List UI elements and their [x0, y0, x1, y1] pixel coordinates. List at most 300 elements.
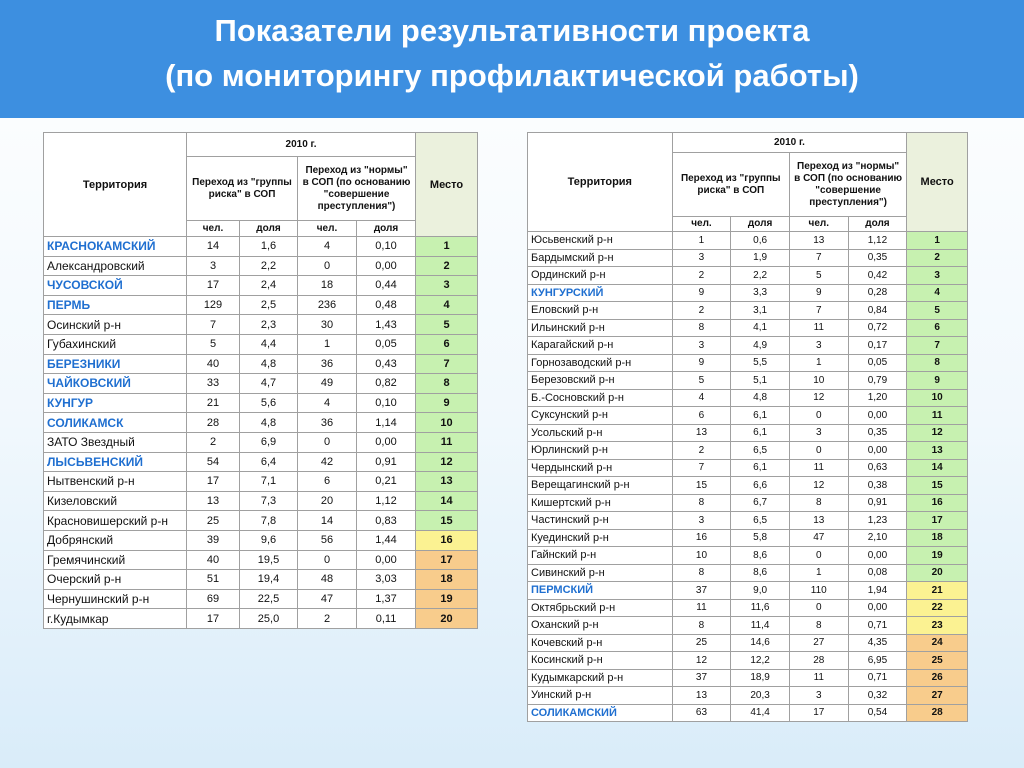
territory-cell: Бардымский р-н [528, 249, 673, 267]
territory-cell: Юрлинский р-н [528, 442, 673, 460]
risk-count-cell: 40 [187, 550, 240, 570]
table-row [44, 237, 478, 257]
risk-count-cell: 2 [187, 432, 240, 452]
place-cell: 10 [907, 389, 968, 407]
territory-cell: ЗАТО Звездный [44, 432, 187, 452]
place-cell: 17 [907, 512, 968, 530]
norm-share-cell: 1,20 [848, 389, 907, 407]
table-row [44, 393, 478, 413]
norm-count-cell: 11 [789, 669, 848, 687]
risk-count-cell: 3 [672, 512, 731, 530]
territory-cell: Горнозаводский р-н [528, 354, 673, 372]
territory-cell: Нытвенский р-н [44, 472, 187, 492]
place-cell: 9 [907, 372, 968, 390]
table-row [528, 687, 968, 705]
norm-share-cell: 0,71 [848, 669, 907, 687]
risk-count-cell: 13 [187, 491, 240, 511]
table-row [528, 284, 968, 302]
norm-share-cell: 0,42 [848, 267, 907, 285]
risk-share-cell: 7,1 [240, 472, 298, 492]
norm-share-cell: 0,63 [848, 459, 907, 477]
norm-share-cell: 0,10 [357, 393, 416, 413]
header-risk-count: чел. [672, 217, 731, 232]
norm-count-cell: 0 [298, 256, 357, 276]
norm-count-cell: 1 [298, 334, 357, 354]
risk-count-cell: 5 [187, 334, 240, 354]
norm-count-cell: 30 [298, 315, 357, 335]
norm-share-cell: 0,00 [848, 599, 907, 617]
risk-share-cell: 1,9 [731, 249, 790, 267]
territory-cell: Осинский р-н [44, 315, 187, 335]
norm-count-cell: 18 [298, 276, 357, 296]
table-row [528, 459, 968, 477]
norm-count-cell: 8 [789, 494, 848, 512]
risk-share-cell: 6,6 [731, 477, 790, 495]
place-cell: 18 [416, 570, 478, 590]
norm-share-cell: 1,12 [848, 232, 907, 250]
territory-cell: Косинский р-н [528, 652, 673, 670]
norm-share-cell: 0,35 [848, 249, 907, 267]
norm-share-cell: 1,12 [357, 491, 416, 511]
place-cell: 13 [907, 442, 968, 460]
header-norm-count: чел. [298, 221, 357, 237]
norm-count-cell: 3 [789, 424, 848, 442]
table-row [44, 511, 478, 531]
table-row [528, 354, 968, 372]
risk-share-cell: 6,1 [731, 424, 790, 442]
risk-share-cell: 6,4 [240, 452, 298, 472]
risk-count-cell: 8 [672, 564, 731, 582]
risk-share-cell: 0,6 [731, 232, 790, 250]
table-row [528, 337, 968, 355]
place-cell: 18 [907, 529, 968, 547]
territory-cell: Уинский р-н [528, 687, 673, 705]
risk-count-cell: 3 [672, 337, 731, 355]
territory-cell: Суксунский р-н [528, 407, 673, 425]
territory-cell: Б.-Сосновский р-н [528, 389, 673, 407]
place-cell: 2 [907, 249, 968, 267]
norm-share-cell: 0,10 [357, 237, 416, 257]
table-row [44, 570, 478, 590]
norm-share-cell: 0,00 [357, 432, 416, 452]
risk-share-cell: 7,3 [240, 491, 298, 511]
table-row [528, 319, 968, 337]
norm-share-cell: 0,79 [848, 372, 907, 390]
table-row [528, 582, 968, 600]
norm-share-cell: 0,00 [848, 442, 907, 460]
place-cell: 12 [907, 424, 968, 442]
norm-count-cell: 42 [298, 452, 357, 472]
place-cell: 20 [416, 609, 478, 629]
place-cell: 24 [907, 634, 968, 652]
risk-count-cell: 15 [672, 477, 731, 495]
table-row [528, 389, 968, 407]
norm-count-cell: 8 [789, 617, 848, 635]
header-year: 2010 г. [672, 133, 907, 153]
header-norm-share: доля [848, 217, 907, 232]
risk-count-cell: 8 [672, 617, 731, 635]
risk-share-cell: 9,6 [240, 530, 298, 550]
risk-count-cell: 8 [672, 319, 731, 337]
table-row [528, 372, 968, 390]
territory-cell: Карагайский р-н [528, 337, 673, 355]
place-cell: 21 [907, 582, 968, 600]
norm-count-cell: 0 [789, 599, 848, 617]
norm-count-cell: 10 [789, 372, 848, 390]
norm-share-cell: 1,14 [357, 413, 416, 433]
risk-share-cell: 6,5 [731, 442, 790, 460]
place-cell: 20 [907, 564, 968, 582]
table-row [528, 249, 968, 267]
header-place: Место [416, 133, 478, 237]
risk-count-cell: 129 [187, 295, 240, 315]
norm-count-cell: 7 [789, 249, 848, 267]
norm-count-cell: 13 [789, 232, 848, 250]
risk-count-cell: 37 [672, 582, 731, 600]
risk-share-cell: 9,0 [731, 582, 790, 600]
territory-cell: Кизеловский [44, 491, 187, 511]
table-row [528, 232, 968, 250]
risk-count-cell: 9 [672, 354, 731, 372]
territory-cell: Добрянский [44, 530, 187, 550]
risk-count-cell: 2 [672, 302, 731, 320]
norm-count-cell: 236 [298, 295, 357, 315]
risk-count-cell: 9 [672, 284, 731, 302]
risk-count-cell: 21 [187, 393, 240, 413]
place-cell: 26 [907, 669, 968, 687]
norm-share-cell: 0,05 [357, 334, 416, 354]
norm-count-cell: 5 [789, 267, 848, 285]
place-cell: 17 [416, 550, 478, 570]
risk-share-cell: 4,1 [731, 319, 790, 337]
table-row [44, 432, 478, 452]
norm-count-cell: 4 [298, 237, 357, 257]
territory-cell: Чердынский р-н [528, 459, 673, 477]
table-row [528, 617, 968, 635]
place-cell: 15 [416, 511, 478, 531]
table-row [528, 477, 968, 495]
place-cell: 13 [416, 472, 478, 492]
territory-cell: Верещагинский р-н [528, 477, 673, 495]
territory-cell: Еловский р-н [528, 302, 673, 320]
risk-share-cell: 5,1 [731, 372, 790, 390]
risk-count-cell: 2 [672, 267, 731, 285]
place-cell: 11 [416, 432, 478, 452]
risk-share-cell: 11,6 [731, 599, 790, 617]
table-row [528, 302, 968, 320]
table-row [44, 295, 478, 315]
table-row [528, 512, 968, 530]
risk-share-cell: 2,2 [240, 256, 298, 276]
risk-count-cell: 12 [672, 652, 731, 670]
risk-share-cell: 6,1 [731, 407, 790, 425]
risk-count-cell: 69 [187, 589, 240, 609]
territory-cell: ЧУСОВСКОЙ [44, 276, 187, 296]
table-row [528, 407, 968, 425]
place-cell: 5 [907, 302, 968, 320]
header-norm-to-sop: Переход из "нормы" в СОП (по основанию "совершение преступления") [789, 153, 906, 217]
header-risk-share: доля [731, 217, 790, 232]
place-cell: 1 [907, 232, 968, 250]
territory-cell: СОЛИКАМСК [44, 413, 187, 433]
risk-count-cell: 37 [672, 669, 731, 687]
place-cell: 1 [416, 237, 478, 257]
territory-cell: Чернушинский р-н [44, 589, 187, 609]
table-row [528, 652, 968, 670]
risk-count-cell: 11 [672, 599, 731, 617]
norm-share-cell: 0,35 [848, 424, 907, 442]
place-cell: 15 [907, 477, 968, 495]
risk-share-cell: 8,6 [731, 564, 790, 582]
territory-cell: Губахинский [44, 334, 187, 354]
norm-count-cell: 47 [298, 589, 357, 609]
norm-share-cell: 3,03 [357, 570, 416, 590]
right-results-table [527, 132, 968, 722]
norm-share-cell: 0,11 [357, 609, 416, 629]
risk-count-cell: 13 [672, 687, 731, 705]
risk-count-cell: 13 [672, 424, 731, 442]
norm-share-cell: 0,71 [848, 617, 907, 635]
territory-cell: Октябрьский р-н [528, 599, 673, 617]
place-cell: 27 [907, 687, 968, 705]
place-cell: 8 [416, 374, 478, 394]
place-cell: 6 [907, 319, 968, 337]
norm-count-cell: 47 [789, 529, 848, 547]
risk-count-cell: 7 [187, 315, 240, 335]
place-cell: 10 [416, 413, 478, 433]
risk-share-cell: 2,2 [731, 267, 790, 285]
risk-share-cell: 2,5 [240, 295, 298, 315]
table-row [44, 374, 478, 394]
left-results-table [43, 132, 478, 629]
territory-cell: Кишертский р-н [528, 494, 673, 512]
risk-count-cell: 17 [187, 276, 240, 296]
risk-share-cell: 41,4 [731, 704, 790, 722]
territory-cell: СОЛИКАМСКИЙ [528, 704, 673, 722]
table-row [528, 704, 968, 722]
norm-count-cell: 27 [789, 634, 848, 652]
table-row [44, 609, 478, 629]
norm-count-cell: 28 [789, 652, 848, 670]
risk-share-cell: 2,3 [240, 315, 298, 335]
place-cell: 11 [907, 407, 968, 425]
territory-cell: Гремячинский [44, 550, 187, 570]
risk-share-cell: 6,5 [731, 512, 790, 530]
place-cell: 3 [416, 276, 478, 296]
place-cell: 14 [416, 491, 478, 511]
territory-cell: Березовский р-н [528, 372, 673, 390]
norm-count-cell: 7 [789, 302, 848, 320]
risk-count-cell: 17 [187, 609, 240, 629]
header-risk-group: Переход из "группы риска" в СОП [187, 157, 298, 221]
place-cell: 19 [416, 589, 478, 609]
territory-cell: Красновишерский р-н [44, 511, 187, 531]
territory-cell: ЛЫСЬВЕНСКИЙ [44, 452, 187, 472]
norm-share-cell: 0,91 [357, 452, 416, 472]
table-row [528, 669, 968, 687]
risk-share-cell: 4,8 [240, 413, 298, 433]
norm-share-cell: 1,37 [357, 589, 416, 609]
norm-count-cell: 0 [789, 407, 848, 425]
risk-count-cell: 5 [672, 372, 731, 390]
territory-cell: Куединский р-н [528, 529, 673, 547]
risk-count-cell: 10 [672, 547, 731, 565]
table-row [44, 315, 478, 335]
risk-count-cell: 40 [187, 354, 240, 374]
place-cell: 16 [416, 530, 478, 550]
norm-share-cell: 0,21 [357, 472, 416, 492]
territory-cell: БЕРЕЗНИКИ [44, 354, 187, 374]
norm-count-cell: 0 [298, 550, 357, 570]
norm-share-cell: 0,00 [357, 550, 416, 570]
norm-share-cell: 1,44 [357, 530, 416, 550]
norm-share-cell: 2,10 [848, 529, 907, 547]
norm-share-cell: 0,08 [848, 564, 907, 582]
table-row [528, 599, 968, 617]
risk-share-cell: 6,9 [240, 432, 298, 452]
norm-share-cell: 0,84 [848, 302, 907, 320]
norm-share-cell: 0,32 [848, 687, 907, 705]
territory-cell: Усольский р-н [528, 424, 673, 442]
table-row [44, 276, 478, 296]
slide-title-line2: (по мониторингу профилактической работы) [165, 58, 859, 93]
table-row [44, 256, 478, 276]
norm-share-cell: 0,54 [848, 704, 907, 722]
territory-cell: Кудымкарский р-н [528, 669, 673, 687]
place-cell: 28 [907, 704, 968, 722]
risk-count-cell: 7 [672, 459, 731, 477]
table-row [44, 452, 478, 472]
risk-count-cell: 63 [672, 704, 731, 722]
header-place: Место [907, 133, 968, 232]
territory-cell: Оханский р-н [528, 617, 673, 635]
risk-share-cell: 4,8 [240, 354, 298, 374]
risk-count-cell: 1 [672, 232, 731, 250]
territory-cell: КРАСНОКАМСКИЙ [44, 237, 187, 257]
norm-count-cell: 36 [298, 413, 357, 433]
place-cell: 19 [907, 547, 968, 565]
table-row [528, 564, 968, 582]
place-cell: 25 [907, 652, 968, 670]
risk-count-cell: 14 [187, 237, 240, 257]
norm-count-cell: 110 [789, 582, 848, 600]
territory-cell: Александровский [44, 256, 187, 276]
norm-share-cell: 1,94 [848, 582, 907, 600]
risk-count-cell: 6 [672, 407, 731, 425]
table-row [528, 424, 968, 442]
norm-count-cell: 17 [789, 704, 848, 722]
norm-count-cell: 0 [298, 432, 357, 452]
norm-count-cell: 13 [789, 512, 848, 530]
risk-share-cell: 22,5 [240, 589, 298, 609]
territory-cell: КУНГУР [44, 393, 187, 413]
table-row [44, 550, 478, 570]
header-risk-group: Переход из "группы риска" в СОП [672, 153, 789, 217]
risk-count-cell: 54 [187, 452, 240, 472]
norm-count-cell: 0 [789, 442, 848, 460]
norm-count-cell: 1 [789, 354, 848, 372]
risk-share-cell: 3,3 [731, 284, 790, 302]
norm-share-cell: 0,38 [848, 477, 907, 495]
risk-count-cell: 25 [672, 634, 731, 652]
norm-share-cell: 1,43 [357, 315, 416, 335]
territory-cell: ПЕРМСКИЙ [528, 582, 673, 600]
risk-share-cell: 5,6 [240, 393, 298, 413]
norm-count-cell: 14 [298, 511, 357, 531]
table-row [44, 589, 478, 609]
risk-share-cell: 18,9 [731, 669, 790, 687]
place-cell: 14 [907, 459, 968, 477]
risk-share-cell: 19,4 [240, 570, 298, 590]
table-row [44, 354, 478, 374]
table-row [528, 634, 968, 652]
norm-share-cell: 0,82 [357, 374, 416, 394]
slide-header [0, 0, 1024, 118]
place-cell: 9 [416, 393, 478, 413]
risk-share-cell: 19,5 [240, 550, 298, 570]
risk-share-cell: 11,4 [731, 617, 790, 635]
risk-share-cell: 4,4 [240, 334, 298, 354]
header-norm-share: доля [357, 221, 416, 237]
risk-share-cell: 3,1 [731, 302, 790, 320]
risk-share-cell: 20,3 [731, 687, 790, 705]
header-territory: Территория [44, 133, 187, 237]
place-cell: 12 [416, 452, 478, 472]
norm-count-cell: 3 [789, 687, 848, 705]
territory-cell: г.Кудымкар [44, 609, 187, 629]
place-cell: 23 [907, 617, 968, 635]
risk-count-cell: 39 [187, 530, 240, 550]
norm-share-cell: 0,28 [848, 284, 907, 302]
territory-cell: ПЕРМЬ [44, 295, 187, 315]
risk-count-cell: 17 [187, 472, 240, 492]
risk-share-cell: 25,0 [240, 609, 298, 629]
slide-title-line1: Показатели результативности проекта [214, 13, 810, 48]
norm-count-cell: 20 [298, 491, 357, 511]
territory-cell: Очерский р-н [44, 570, 187, 590]
risk-share-cell: 4,8 [731, 389, 790, 407]
risk-share-cell: 6,7 [731, 494, 790, 512]
risk-count-cell: 4 [672, 389, 731, 407]
risk-share-cell: 5,5 [731, 354, 790, 372]
risk-count-cell: 3 [187, 256, 240, 276]
risk-share-cell: 7,8 [240, 511, 298, 531]
norm-share-cell: 6,95 [848, 652, 907, 670]
risk-share-cell: 8,6 [731, 547, 790, 565]
table-row [528, 529, 968, 547]
norm-count-cell: 12 [789, 389, 848, 407]
table-row [44, 491, 478, 511]
territory-cell: КУНГУРСКИЙ [528, 284, 673, 302]
norm-count-cell: 0 [789, 547, 848, 565]
norm-count-cell: 1 [789, 564, 848, 582]
place-cell: 22 [907, 599, 968, 617]
norm-count-cell: 2 [298, 609, 357, 629]
table-row [44, 334, 478, 354]
norm-share-cell: 0,83 [357, 511, 416, 531]
norm-share-cell: 0,00 [848, 407, 907, 425]
table-row [44, 472, 478, 492]
norm-count-cell: 56 [298, 530, 357, 550]
risk-share-cell: 1,6 [240, 237, 298, 257]
norm-count-cell: 12 [789, 477, 848, 495]
norm-count-cell: 49 [298, 374, 357, 394]
place-cell: 6 [416, 334, 478, 354]
norm-share-cell: 0,44 [357, 276, 416, 296]
risk-share-cell: 12,2 [731, 652, 790, 670]
norm-share-cell: 0,00 [848, 547, 907, 565]
territory-cell: Сивинский р-н [528, 564, 673, 582]
